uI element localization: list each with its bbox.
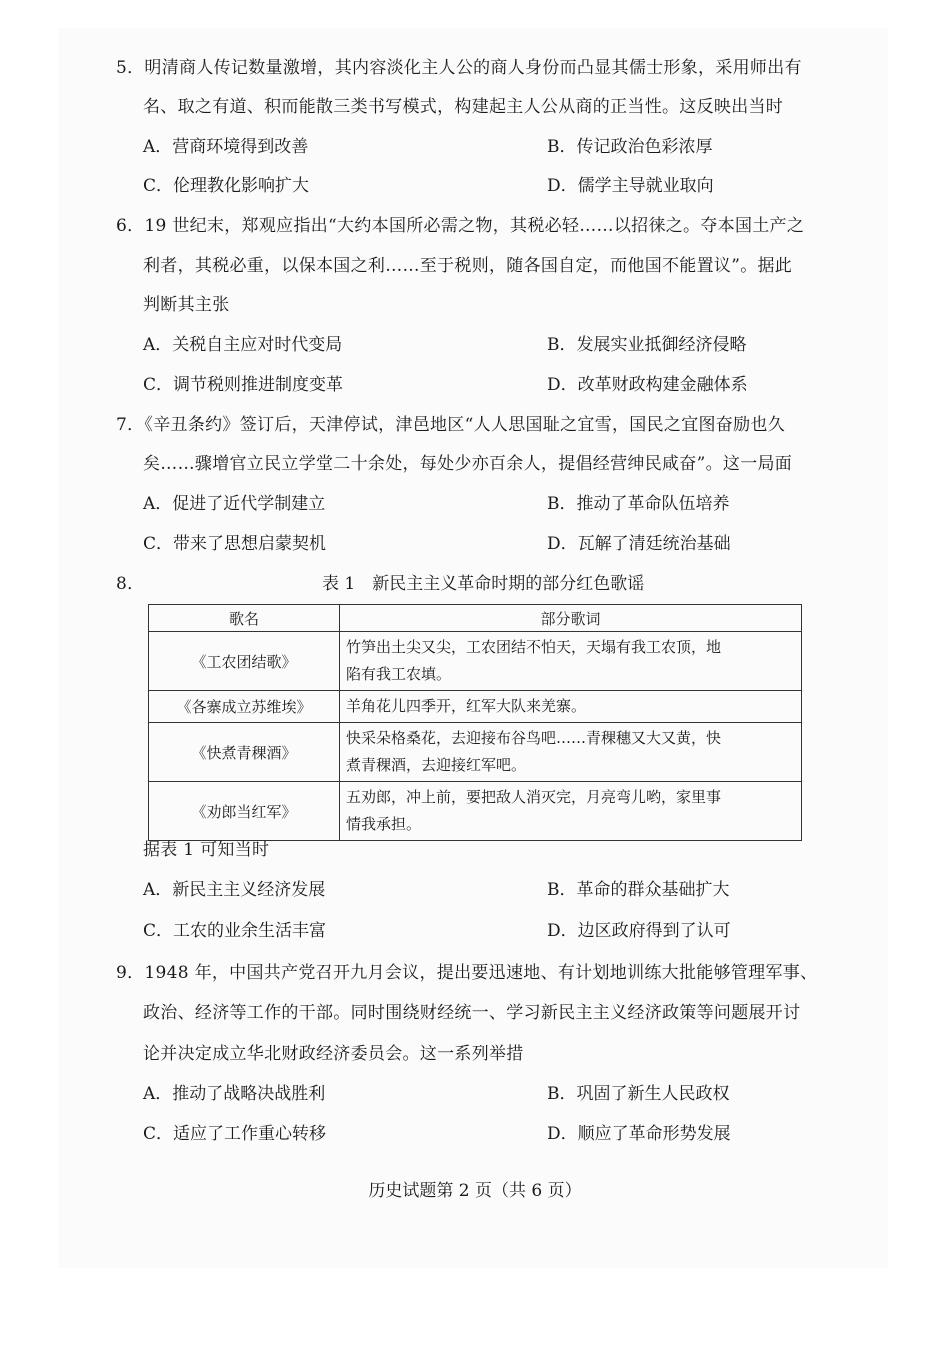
table-row bbox=[149, 782, 802, 841]
question-7-line-1: 7．《辛丑条约》签订后，天津停试，津邑地区“人人思国耻之宜雪，国民之宜图奋励也久 bbox=[116, 415, 786, 435]
table-title: 表 1 新民主主义革命时期的部分红色歌谣 bbox=[322, 574, 645, 594]
song-lyric bbox=[340, 782, 802, 841]
table-header-row bbox=[149, 605, 802, 632]
question-9-option-d: D．顺应了革命形势发展 bbox=[547, 1124, 731, 1144]
songs-table bbox=[148, 604, 802, 841]
question-7-option-d: D．瓦解了清廷统治基础 bbox=[547, 534, 731, 554]
question-9-option-a: A．推动了战略决战胜利 bbox=[143, 1084, 326, 1104]
song-lyric bbox=[340, 723, 802, 782]
question-8-option-d: D．边区政府得到了认可 bbox=[547, 921, 731, 941]
lyric-line: 五劝郎，冲上前，要把敌人消灭完，月亮弯儿哟，家里事 bbox=[346, 788, 722, 806]
header-lyrics: 部分歌词 bbox=[340, 605, 802, 632]
question-8-option-c: C．工农的业余生活丰富 bbox=[143, 921, 327, 941]
song-name: 《各寨成立苏维埃》 bbox=[149, 691, 340, 723]
question-7-option-a: A．促进了近代学制建立 bbox=[143, 494, 326, 514]
lyric-line: 陷有我工农填。 bbox=[346, 665, 452, 683]
lyric-line: 快采朵格桑花，去迎接布谷鸟吧……青稞穗又大又黄，快 bbox=[346, 729, 722, 747]
question-5-line-1: 5．明清商人传记数量激增，其内容淡化主人公的商人身份而凸显其儒士形象，采用师出有 bbox=[116, 58, 802, 78]
question-9-line-3: 论并决定成立华北财政经济委员会。这一系列举措 bbox=[143, 1044, 524, 1064]
question-6-option-a: A．关税自主应对时代变局 bbox=[143, 335, 343, 355]
song-lyric bbox=[340, 691, 802, 723]
question-5-option-a: A．营商环境得到改善 bbox=[143, 137, 309, 157]
question-7-option-c: C．带来了思想启蒙契机 bbox=[143, 534, 327, 554]
lyric-line: 羊角花儿四季开，红军大队来羌寨。 bbox=[346, 697, 587, 715]
question-6-option-b: B．发展实业抵御经济侵略 bbox=[547, 335, 747, 355]
song-name: 《工农团结歌》 bbox=[149, 632, 340, 691]
question-8-option-a: A．新民主主义经济发展 bbox=[143, 880, 326, 900]
table-row bbox=[149, 691, 802, 723]
question-8-option-b: B．革命的群众基础扩大 bbox=[547, 880, 730, 900]
question-5-option-b: B．传记政治色彩浓厚 bbox=[547, 137, 713, 157]
question-8-number: 8． bbox=[116, 574, 145, 594]
song-name: 《快煮青稞酒》 bbox=[149, 723, 340, 782]
question-9-option-b: B．巩固了新生人民政权 bbox=[547, 1084, 730, 1104]
question-9-option-c: C．适应了工作重心转移 bbox=[143, 1124, 327, 1144]
question-5-option-d: D．儒学主导就业取向 bbox=[547, 176, 714, 196]
lyric-line: 煮青稞酒，去迎接红军吧。 bbox=[346, 756, 527, 774]
question-9-line-2: 政治、经济等工作的干部。同时围绕财经统一、学习新民主主义经济政策等问题展开讨 bbox=[143, 1003, 801, 1023]
page-footer: 历史试题第 2 页（共 6 页） bbox=[368, 1181, 582, 1201]
question-8-stem: 据表 1 可知当时 bbox=[143, 840, 270, 860]
song-name: 《劝郎当红军》 bbox=[149, 782, 340, 841]
lyric-line: 情我承担。 bbox=[346, 815, 422, 833]
question-6-line-3: 判断其主张 bbox=[143, 295, 230, 315]
question-5-line-2: 名、取之有道、积而能散三类书写模式，构建起主人公从商的正当性。这反映出当时 bbox=[143, 97, 784, 117]
question-7-line-2: 矣……骤增官立民立学堂二十余处，每处少亦百余人，提倡经营绅民咸奋”。这一局面 bbox=[143, 454, 793, 474]
question-7-option-b: B．推动了革命队伍培养 bbox=[547, 494, 730, 514]
lyric-line: 竹笋出土尖又尖，工农团结不怕天，天塌有我工农顶，地 bbox=[346, 638, 722, 656]
question-6-option-c: C．调节税则推进制度变革 bbox=[143, 375, 344, 395]
song-lyric bbox=[340, 632, 802, 691]
question-6-line-1: 6．19 世纪末，郑观应指出“大约本国所必需之物，其税必轻……以招徕之。夺本国土产之 bbox=[116, 216, 805, 236]
header-song-name: 歌名 bbox=[149, 605, 340, 632]
question-5-option-c: C．伦理教化影响扩大 bbox=[143, 176, 310, 196]
question-6-line-2: 利者，其税必重，以保本国之利……至于税则，随各国自定，而他国不能置议”。据此 bbox=[143, 256, 793, 276]
table-row bbox=[149, 723, 802, 782]
question-6-option-d: D．改革财政构建金融体系 bbox=[547, 375, 748, 395]
question-9-line-1: 9．1948 年，中国共产党召开九月会议，提出要迅速地、有计划地训练大批能够管理军事、 bbox=[116, 963, 818, 983]
table-row bbox=[149, 632, 802, 691]
